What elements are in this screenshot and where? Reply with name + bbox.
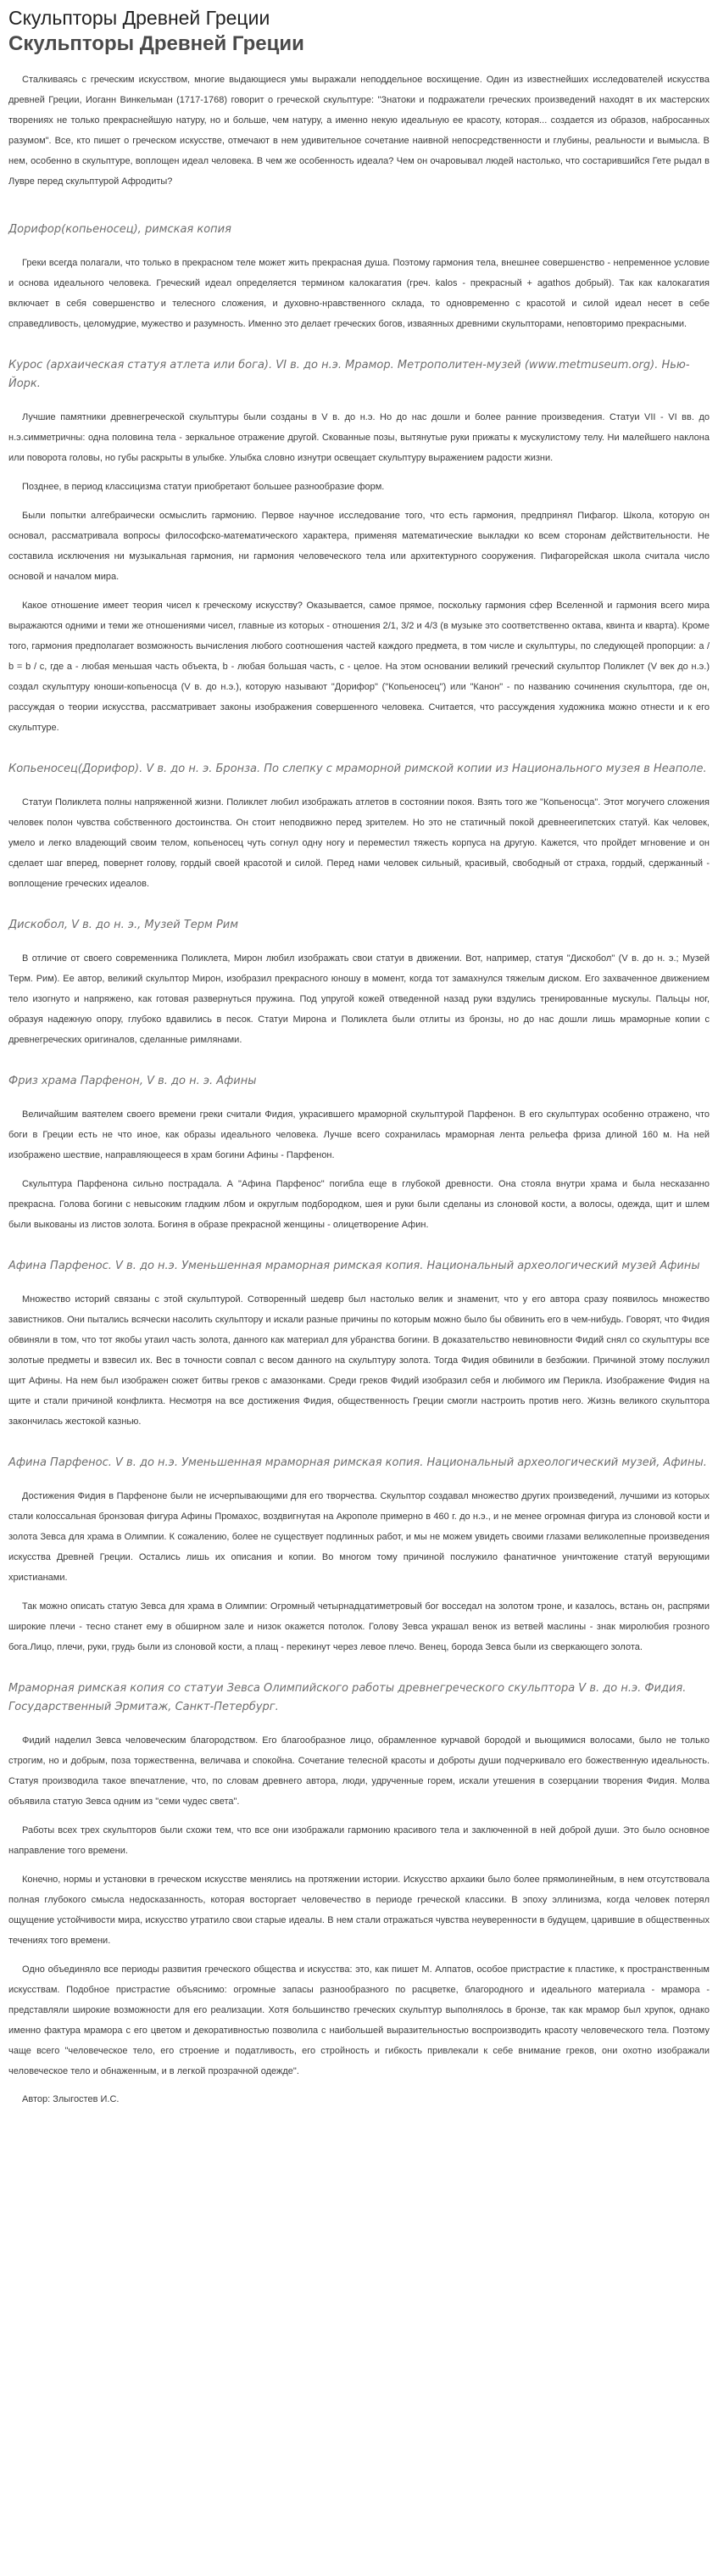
image-caption: Курос (архаическая статуя атлета или бога). VI в. до н.э. Мрамор. Метрополитен-музей (www.metmuseum.org). Нью-Йорк. <box>8 359 690 390</box>
paragraph: Лучшие памятники древнегреческой скульптуры были созданы в V в. до н.э. Но до нас дошли и более ранние произведения. Статуи VII - VI вв. до н.э.симметричны: одна половина тела - зеркальное отражение другой. Скованные позы, вытянутые руки прижаты к мускулистому телу. Ни малейшего наклона или поворота головы, но губы раскрыты в улыбке. Улыбка словно изнутри освещает скульптуру выражением радости жизни. <box>8 412 710 463</box>
paragraph: Достижения Фидия в Парфеноне были не исчерпывающими для его творчества. Скульптор создавал множество других произведений, лучшими из которых стали колоссальная бронзовая фигура Афины Промахос, воздвигнутая на Акрополе примерно в 460 г. до н.э., и не менее огромная фигура из слоновой кости и золота Зевса для храма в Олимпии. К сожалению, более не существует подлинных работ, и мы не можем увидеть своими глазами великолепные произведения искусства Древней Греции. Остались лишь их описания и копии. Во многом тому причиной послужило фанатичное уничтожение статуй верующими христианами. <box>8 1491 710 1583</box>
section-zeus-hermitage <box>8 1679 710 2081</box>
article <box>0 5 718 2117</box>
paragraph: Фидий наделил Зевса человеческим благородством. Его благообразное лицо, обрамленное курчавой бородой и вьющимися волосами, было не только строгим, но и добрым, поза торжественна, величава и спокойна. Сочетание телесной красоты и доброты души подчеркивало его божественную идеальность. Статуя производила такое впечатление, что, по словам древнего автора, люди, удрученные горем, искали утешения в созерцании творения Фидия. Молва объявила статую Зевса одним из "семи чудес света". <box>8 1735 710 1807</box>
image-caption: Копьеносец(Дорифор). V в. до н. э. Бронза. По слепку с мраморной римской копии из Национального музея в Неаполе. <box>8 763 707 775</box>
section-intro <box>8 70 710 192</box>
paragraph: Скульптура Парфенона сильно пострадала. А "Афина Парфенос" погибла еще в глубокой древности. Она стояла внутри храма и была несказанно прекрасна. Голова богини с невысоким гладким лбом и округлым подбородком, шея и руки были сделаны из слоновой кости, а волосы, одежда, щит и шлем были выкованы из листов золота. Богиня в образе прекрасной женщины - олицетворение Афин. <box>8 1179 710 1230</box>
paragraph: Сталкиваясь с греческим искусством, многие выдающиеся умы выражали неподдельное восхищение. Один из известнейших исследователей искусства древней Греции, Иоганн Винкельман (1717-1768) говорит о греческой скульптуре: "Знатоки и подражатели греческих произведений находят в их мастерских творениях не только прекраснейшую натуру, но и больше, чем натуру, а именно некую идеальную ее красоту, которая... создается из образов, набросанных разумом". Все, кто пишет о греческом искусстве, отмечают в нем удивительное сочетание наивной непосредственности и глубины, реальности и вымысла. В нем, особенно в скульптуре, воплощен идеал человека. В чем же особенность идеала? Чем он очаровывал людей настолько, что состарившийся Гете рыдал в Лувре перед скульптурой Афродиты? <box>8 75 710 187</box>
paragraph: Конечно, нормы и установки в греческом искусстве менялись на протяжении истории. Искусство архаики было более прямолинейным, в нем отсутствовала полная глубокого смысла недосказанность, которая восторгает человечество в периоде греческой классики. В эпоху эллинизма, когда человек потерял ощущение устойчивости мира, искусство утратило свои старые идеалы. В нем стали отражаться чувства неуверенности в будущем, царившие в общественных течениях того времени. <box>8 1875 710 1946</box>
image-caption: Афина Парфенос. V в. до н.э. Уменьшенная мраморная римская копия. Национальный археологический музей, Афины. <box>8 1456 707 1469</box>
article-heading: Скульпторы Древней Греции <box>8 32 304 55</box>
image-caption: Афина Парфенос. V в. до н.э. Уменьшенная мраморная римская копия. Национальный археологический музей Афины <box>8 1260 700 1272</box>
page-title: Скульпторы Древней Греции <box>8 7 270 29</box>
paragraph: В отличие от своего современника Поликлета, Мирон любил изображать свои статуи в движении. Вот, например, статуя "Дискобол" (V в. до н. э.; Музей Терм. Рим). Ее автор, великий скульптор Мирон, изобразил прекрасного юношу в момент, когда тот замахнулся тяжелым диском. Его захваченное движением тело изогнуто и напряжено, как готовая развернуться пружина. Под упругой кожей отведенной назад руки вздулись тренированные мускулы. Пальцы ног, образуя надежную опору, глубоко вдавились в песок. Статуи Мирона и Поликлета были отлиты из бронзы, но до нас дошли лишь мраморные копии с древнегреческих оригиналов, сделанные римлянами. <box>8 953 710 1045</box>
paragraph: Были попытки алгебраически осмыслить гармонию. Первое научное исследование того, что есть гармония, предпринял Пифагор. Школа, которую он основал, рассматривала вопросы философско-математического характера, применяя математические выкладки ко всем сторонам действительности. Не составила исключения ни музыкальная гармония, ни гармония человеческого тела или архитектурного сооружения. Пифагорейская школа считала число основой и началом мира. <box>8 511 710 582</box>
image-caption: Дорифор(копьеносец), римская копия <box>8 223 231 236</box>
paragraph: Статуи Поликлета полны напряженной жизни. Поликлет любил изображать атлетов в состоянии покоя. Взять того же "Копьеносца". Этот могучего сложения человек полон чувства собственного достоинства. Он стоит неподвижно перед зрителем. Но это не статичный покой древнеегипетских статуй. Как человек, умело и легко владеющий своим телом, копьеносец чуть согнул одну ногу и переместил тяжесть корпуса на другую. Кажется, что пройдет мгновение и он сделает шаг вперед, повернет голову, гордый своей красотой и силой. Перед нами человек сильный, красивый, свободный от страха, гордый, сдержанный - воплощение греческих идеалов. <box>8 797 710 889</box>
section-doryphoros-roman <box>8 221 710 334</box>
author-credit: Автор: Злыгостев И.С. <box>22 2094 120 2104</box>
paragraph: Какое отношение имеет теория чисел к греческому искусству? Оказывается, самое прямое, поскольку гармония сфер Вселенной и гармония всего мира выражаются одними и теми же отношениями чисел, главные из которых - отношения 2/1, 3/2 и 4/3 (в музыке это соответственно октава, квинта и кварта). Кроме того, гармония предполагает возможность вычисления любого соотношения частей каждого предмета, в том числе и скульптуры, по следующей пропорции: a / b = b / c, где a - любая меньшая часть объекта, b - любая большая часть, c - целое. На этом основании великий греческий скульптор Поликлет (V век до н.э.) создал скульптуру юноши-копьеносца (V в. до н.э.), которую называют "Дорифор" ("Копьеносец") или "Канон" - по названию сочинения скульптора, где он, рассуждая о теории искусства, рассматривает законы изображения совершенного человека. Считается, что рассуждения художника можно отнести и к его скульптуре. <box>8 601 710 733</box>
paragraph: Множество историй связаны с этой скульптурой. Сотворенный шедевр был настолько велик и знаменит, что у его автора сразу появилось множество завистников. Они пытались всячески насолить скульптору и искали разные причины по которым можно было бы обвинить его в чем-нибудь. Говорят, что Фидия обвиняли в том, что тот якобы утаил часть золота, данного как материал для убранства богини. В доказательство невиновности Фидий снял со скульптуры все золотые предметы и взвесил их. Вес в точности совпал с весом данного на скульптуру золота. Тогда Фидия обвинили в безбожии. Причиной этому послужил щит Афины. На нем был изображен сюжет битвы греков с амазонками. Среди греков Фидий изобразил себя и любимого им Перикла. Изображение Фидия на щите и стали причиной конфликта. Несмотря на все достижения Фидия, общественность Греции смогли настроить против него. Жизнь великого скульптора закончилась жестокой казнью. <box>8 1294 710 1427</box>
section-doryphoros-naples <box>8 760 710 894</box>
paragraph: Работы всех трех скульпторов были схожи тем, что все они изображали гармонию красивого тела и заключенной в ней доброй души. Это было основное направление того времени. <box>8 1825 710 1856</box>
image-caption: Мраморная римская копия со статуи Зевса Олимпийского работы древнегреческого скульптора V в. до н.э. Фидия. Государственный Эрмитаж, Санкт-Петербург. <box>8 1682 687 1713</box>
section-athena-varvakeion <box>8 1257 710 1432</box>
paragraph: Величайшим ваятелем своего времени греки считали Фидия, украсившего мраморной скульптурой Парфенон. В его скульптурах особенно отражено, что боги в Греции есть не что иное, как образы идеального человека. Лучше всего сохранилась мраморная лента рельефа фриза длиной 160 м. На ней изображено шествие, направляющееся в храм богини Афины - Парфенон. <box>8 1109 710 1160</box>
image-caption: Фриз храма Парфенон, V в. до н. э. Афины <box>8 1075 257 1087</box>
section-kouros <box>8 356 710 738</box>
paragraph: Так можно описать статую Зевса для храма в Олимпии: Огромный четырнадцатиметровый бог восседал на золотом троне, и казалось, встань он, распрями широкие плечи - тесно станет ему в обширном зале и низок окажется потолок. Голову Зевса украшал венок из ветвей маслины - знак миролюбия грозного бога.Лицо, плечи, руки, грудь были из слоновой кости, а плащ - перекинут через левое плечо. Венец, борода Зевса были из сверкающего золота. <box>8 1601 710 1652</box>
paragraph: Позднее, в период классицизма статуи приобретают большее разнообразие форм. <box>22 482 385 492</box>
section-athena-lenormant <box>8 1454 710 1657</box>
image-caption: Дискобол, V в. до н. э., Музей Терм Рим <box>8 919 239 931</box>
paragraph: Одно объединяло все периоды развития греческого общества и искусства: это, как пишет М. Алпатов, особое пристрастие к пластике, к пространственным искусствам. Подобное пристрастие объяснимо: огромные запасы разнообразного по расцветке, благородного и идеального материала - мрамора - представляли широкие возможности для его реализации. Хотя большинство греческих скульптур выполнялось в бронзе, так как мрамор был хрупок, однако именно фактура мрамора с его цветом и декоративностью позволила с наибольшей выразительностью воспроизводить красоту человеческого тела. Поэтому чаще всего "человеческое тело, его строение и податливость, его стройность и гибкость привлекали к себе внимание греков, они охотно изображали человеческое тело и обнаженным, и в легкой прозрачной одежде". <box>8 1964 710 2076</box>
paragraph: Греки всегда полагали, что только в прекрасном теле может жить прекрасная душа. Поэтому гармония тела, внешнее совершенство - непременное условие и основа идеального человека. Греческий идеал определяется термином калокагатия (греч. kalos - прекрасный + agathos добрый). Так как калокагатия включает в себя совершенство и телесного сложения, и духовно-нравственного склада, то одновременно с красотой и силой идеал несет в себе справедливость, целомудрие, мужество и разумность. Именно это делает греческих богов, изваянных древними скульпторами, неповторимо прекрасными. <box>8 258 710 329</box>
section-parthenon-frieze <box>8 1072 710 1235</box>
section-discobolus <box>8 916 710 1050</box>
